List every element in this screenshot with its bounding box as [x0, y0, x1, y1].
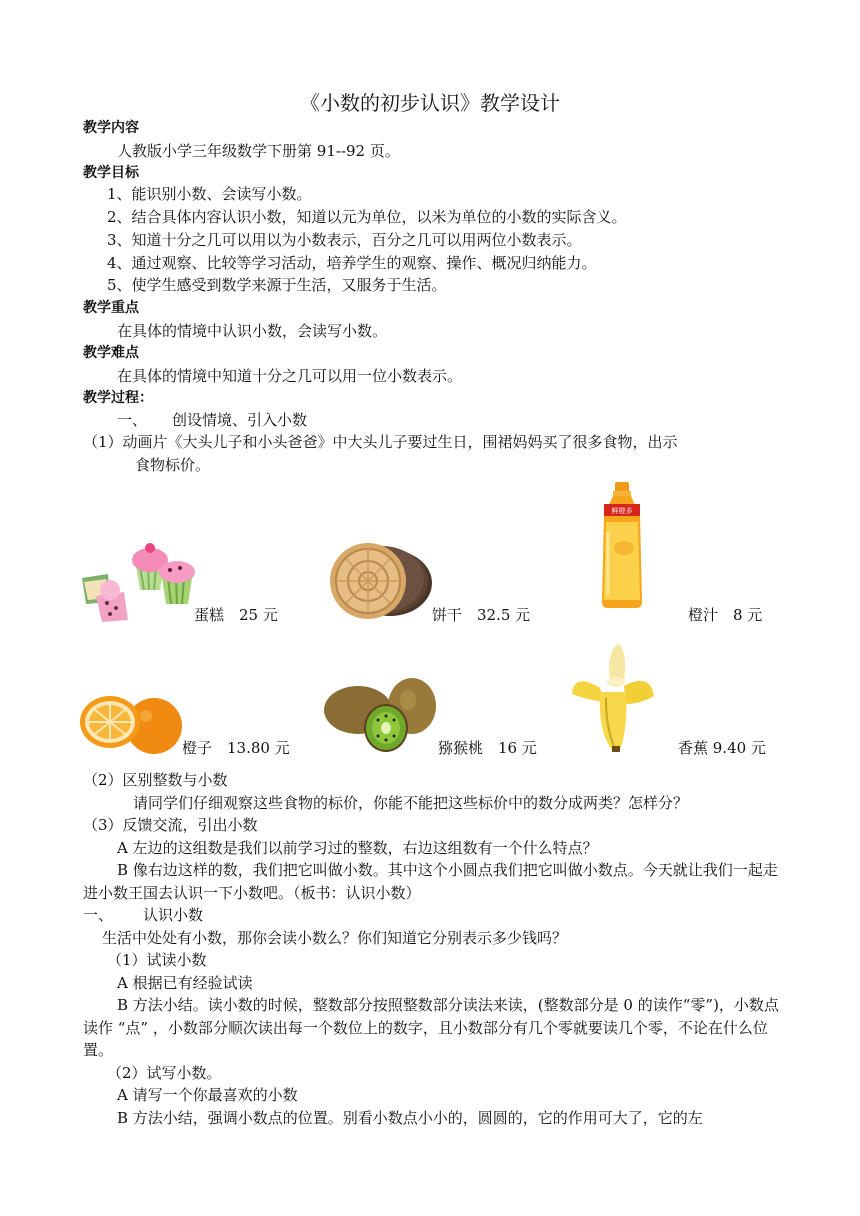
juice-image [596, 482, 648, 610]
content-text: 人教版小学三年级数学下册第 91--92 页。 [117, 142, 400, 160]
goal-item: 3、知道十分之几可以用以为小数表示，百分之几可以用两位小数表示。 [107, 231, 582, 249]
biscuit-image [326, 537, 434, 621]
page-title: 《小数的初步认识》教学设计 [300, 91, 560, 115]
orange-image [80, 692, 184, 756]
goal-item: 5、使学生感受到数学来源于生活，又服务于生活。 [107, 276, 447, 294]
cake-price: 蛋糕 25 元 [194, 606, 278, 624]
step1-continued: 食物标价。 [135, 456, 211, 474]
content-heading: 教学内容 [83, 120, 139, 136]
difficulty-heading: 教学难点 [83, 345, 139, 361]
difficulty-text: 在具体的情境中知道十分之几可以用一位小数表示。 [117, 367, 463, 385]
process-heading: 教学过程： [83, 390, 153, 406]
cake-image [80, 538, 200, 624]
step1-text: （1）动画片《大头儿子和小头爸爸》中大头儿子要过生日，围裙妈妈买了很多食物，出示 [83, 433, 678, 451]
section2-intro: 生活中处处有小数，那你会读小数么？你们知道它分别表示多少钱吗？ [102, 929, 568, 947]
write-b: B 方法小结，强调小数点的位置。别看小数点小小的，圆圆的，它的作用可大了，它的左 [117, 1109, 703, 1127]
step3-heading: （3）反馈交流，引出小数 [83, 816, 258, 834]
goal-item: 1、能识别小数、会读写小数。 [107, 185, 312, 203]
step2-heading: （2）区别整数与小数 [83, 771, 228, 789]
goals-heading: 教学目标 [83, 165, 139, 181]
write-heading: （2）试写小数。 [107, 1064, 222, 1082]
step2-text: 请同学们仔细观察这些食物的标价，你能不能把这些标价中的数分成两类？怎样分？ [133, 794, 689, 812]
kiwi-image [322, 674, 438, 756]
section1-number: 一、 [117, 411, 148, 429]
step3-a: A 左边的这组数是我们以前学习过的整数，右边这组数有一个什么特点？ [117, 839, 598, 857]
read-b: B 方法小结。读小数的时候，整数部分按照整数部分读法来读，(整数部分是 0 的读作“零”)，小数点读作 “点” ，小数部分顺次读出每一个数位上的数字，且小数部分有几个零就要读几个零，不论在什么位置。 [83, 996, 779, 1059]
key-text: 在具体的情境中认识小数，会读写小数。 [117, 322, 388, 340]
section2-title: 认识小数 [143, 906, 204, 924]
kiwi-price: 猕猴桃 16 元 [438, 739, 537, 757]
goal-item: 2、结合具体内容认识小数，知道以元为单位，以米为单位的小数的实际含义。 [107, 208, 627, 226]
step3-b: B 像右边这样的数，我们把它叫做小数。其中这个小圆点我们把它叫做小数点。今天就让我们一起走进小数王国去认识一下小数吧。（板书：认识小数） [83, 861, 778, 902]
juice-brand-label: 鲜橙多 [611, 507, 633, 515]
key-heading: 教学重点 [83, 300, 139, 316]
write-a: A 请写一个你最喜欢的小数 [117, 1086, 298, 1104]
read-a: A 根据已有经验试读 [117, 974, 253, 992]
juice-price: 橙汁 8 元 [688, 606, 763, 624]
goal-item: 4、通过观察、比较等学习活动，培养学生的观察、操作、概况归纳能力。 [107, 254, 597, 272]
section2-number: 一、 [83, 906, 114, 924]
banana-image [570, 642, 656, 754]
banana-price: 香蕉 9.40 元 [678, 739, 766, 757]
section1-title: 创设情境、引入小数 [172, 411, 308, 429]
orange-price: 橙子 13.80 元 [182, 739, 290, 757]
biscuit-price: 饼干 32.5 元 [432, 606, 531, 624]
read-heading: （1）试读小数 [107, 951, 207, 969]
